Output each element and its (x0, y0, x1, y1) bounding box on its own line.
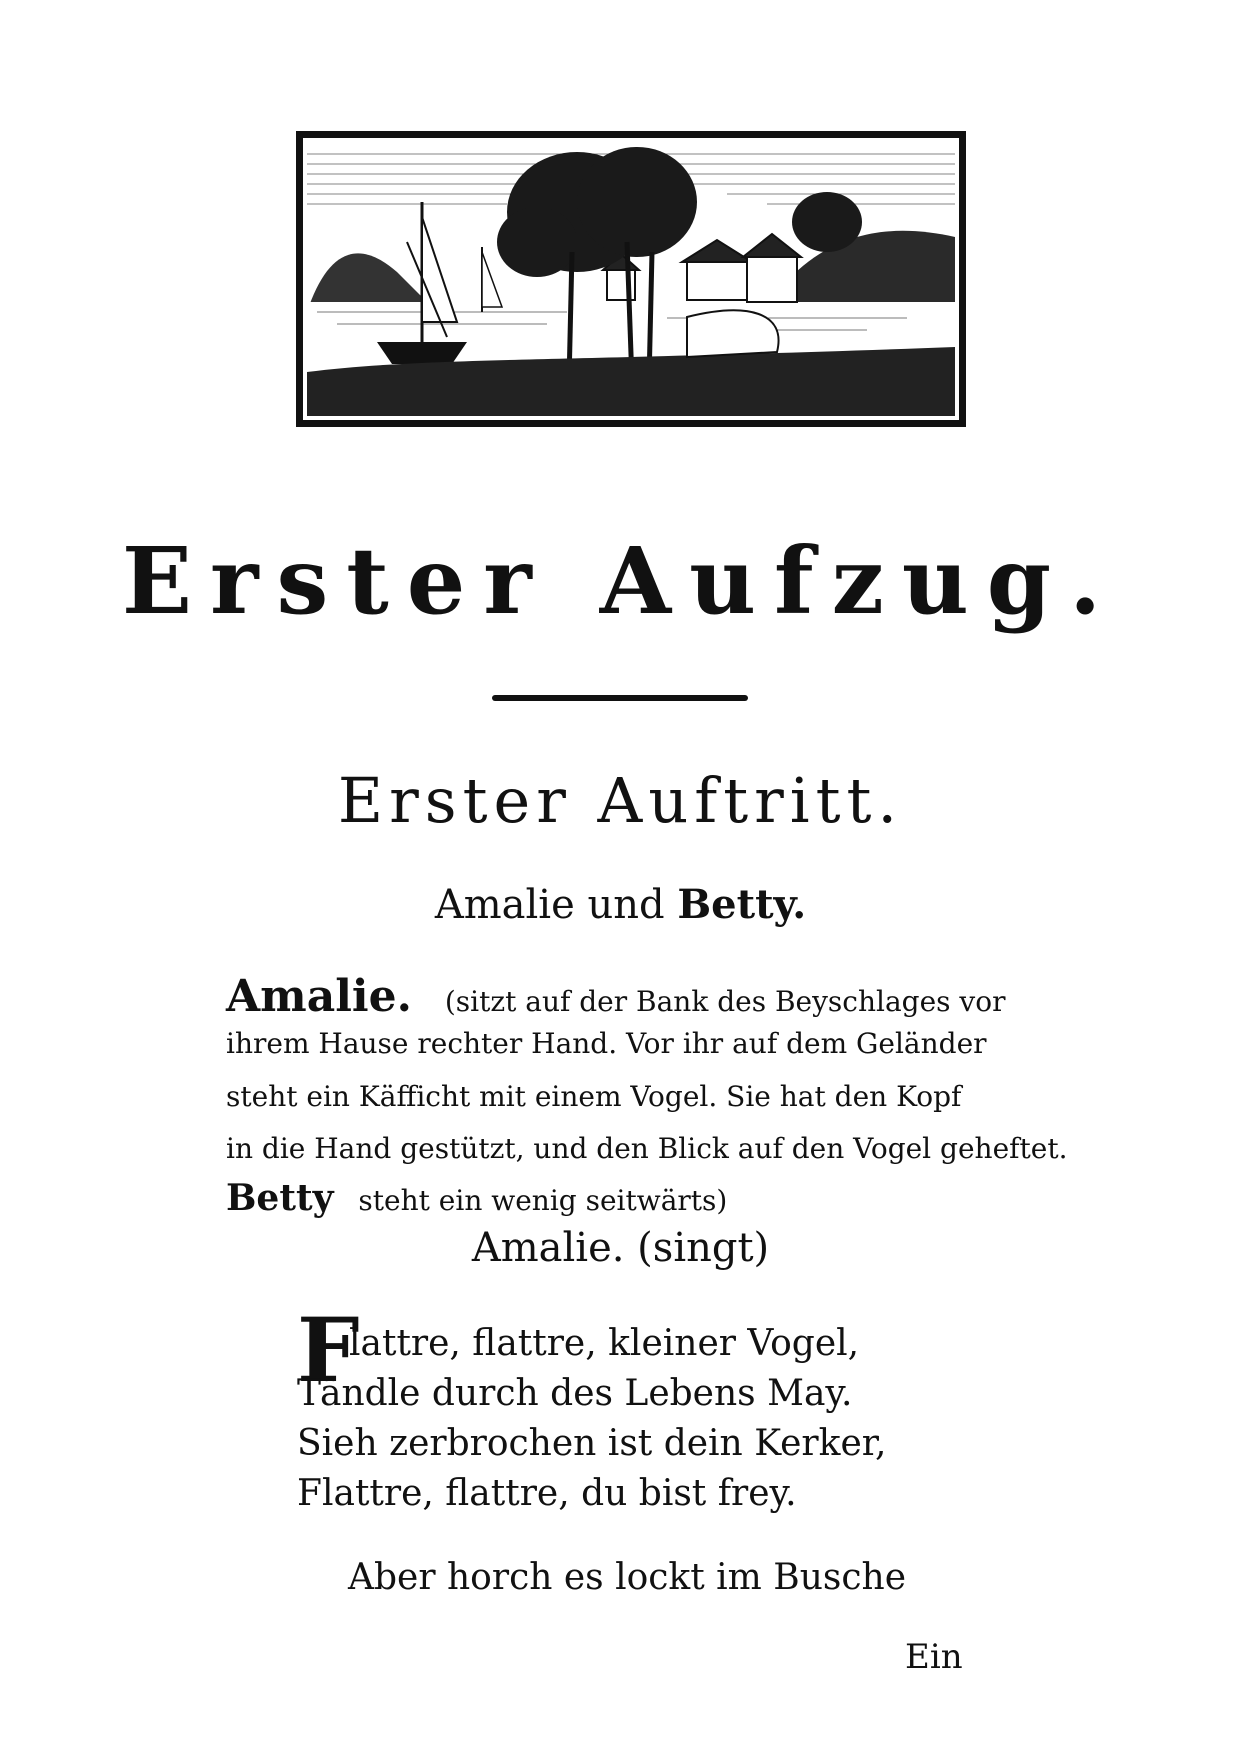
verse-continuation: Aber horch es lockt im Busche (348, 1557, 907, 1598)
stage-character-betty: Betty (226, 1177, 334, 1219)
catchword: Ein (905, 1637, 963, 1677)
character-conjunction: und (587, 882, 665, 928)
act-title: Erster Aufzug. (121, 527, 1120, 635)
speaker-name: Amalie. (226, 971, 412, 1022)
stage-line: ihrem Hause rechter Hand. Vor ihr auf dem Geländer (226, 1027, 987, 1060)
song-heading: Amalie. (singt) (471, 1225, 770, 1271)
character-amalie: Amalie (434, 882, 575, 928)
character-betty: Betty. (677, 881, 807, 928)
landscape-vignette (296, 131, 966, 427)
stage-line: in die Hand gestützt, und den Blick auf den Vogel geheftet. (226, 1132, 1068, 1165)
stage-line: steht ein Käfficht mit einem Vogel. Sie hat den Kopf (226, 1080, 962, 1113)
title-divider (492, 695, 748, 701)
verse-line: Flattre, flattre, du bist frey. (297, 1473, 797, 1514)
stage-line: steht ein wenig seitwärts) (358, 1184, 728, 1217)
scene-title: Erster Auftritt. (337, 764, 904, 837)
drop-capital: F (297, 1298, 360, 1402)
character-list (0, 881, 1241, 928)
stage-line: (sitzt auf der Bank des Beyschlages vor (444, 985, 1006, 1018)
landscape-illustration (307, 142, 955, 416)
verse-line: Sieh zerbrochen ist dein Kerker, (297, 1423, 887, 1464)
verse-line: Tändle durch des Lebens May. (297, 1373, 853, 1414)
verse-line: lattre, flattre, kleiner Vogel, (349, 1323, 860, 1364)
